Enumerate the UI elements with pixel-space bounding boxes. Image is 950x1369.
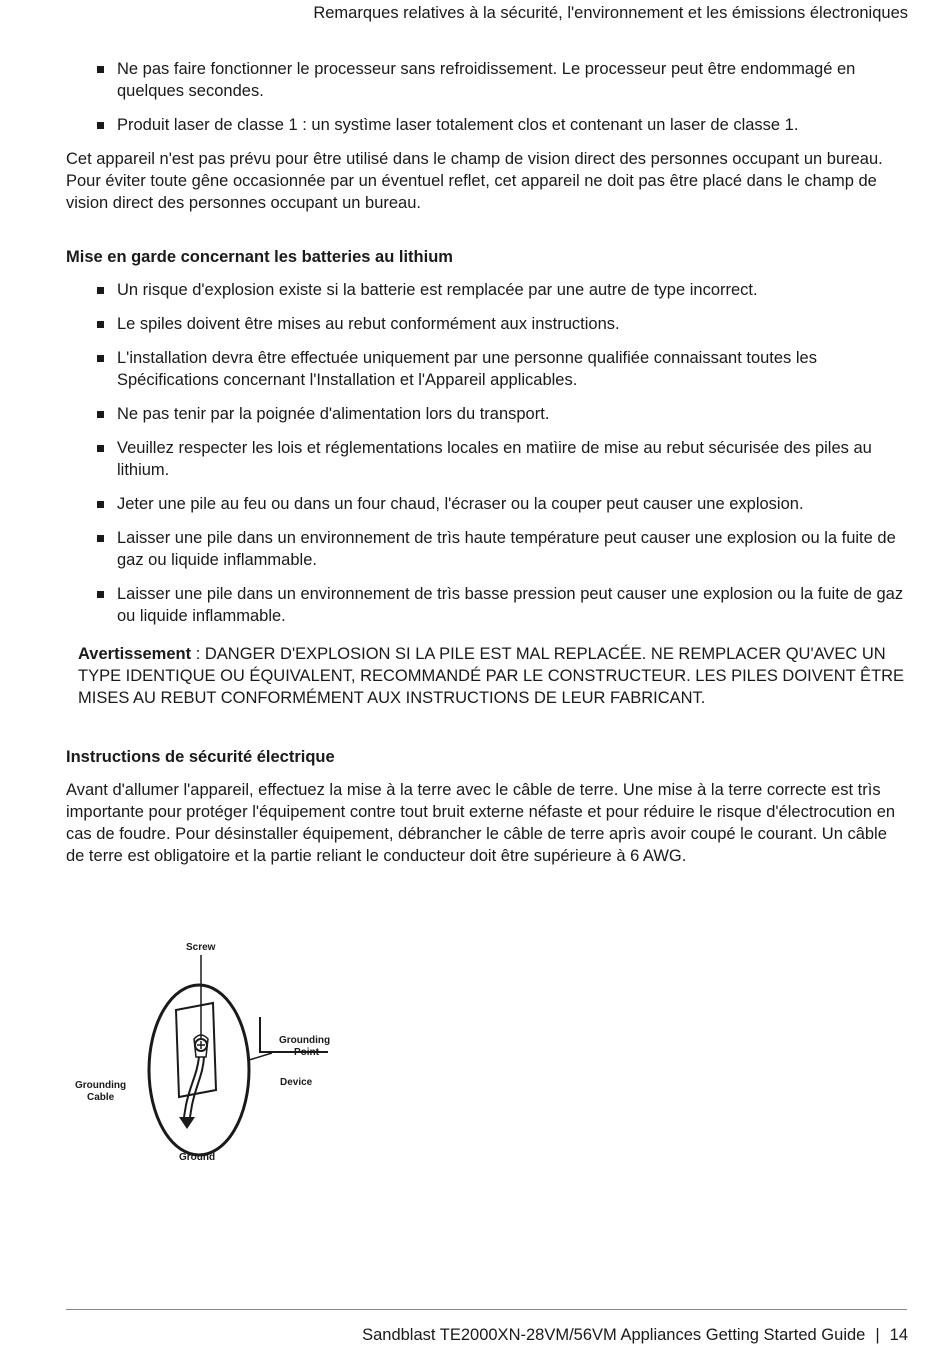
list-item-text: Le spiles doivent être mises au rebut conformément aux instructions. <box>117 315 620 333</box>
page-header: Remarques relatives à la sécurité, l'environnement et les émissions électroniques <box>313 4 908 22</box>
bullet-square-icon <box>97 591 104 598</box>
label-grounding-point: Grounding <box>279 1035 331 1046</box>
list-item <box>97 58 906 102</box>
label-grounding-point-2: Point <box>294 1047 319 1058</box>
battery-bullet-list <box>66 279 906 627</box>
section-heading-electrical: Instructions de sécurité électrique <box>66 748 335 766</box>
bullet-square-icon <box>97 66 104 73</box>
list-item-text: Laisser une pile dans un environnement de trìs basse pression peut causer une explosion ou la fuite de gaz ou liquide inflammable. <box>117 585 904 625</box>
bullet-square-icon <box>97 321 104 328</box>
electrical-paragraph: Avant d'allumer l'appareil, effectuez la mise à la terre avec le câble de terre. Une mise à la terre correcte est trìs importante pour protéger l'équipement contre tout bruit externe néfaste et pour réduire le risque d'électrocution en cas de foudre. Pour désinstaller équipement, débrancher le câble de terre aprìs avoir coupé le courant. Un câble de terre est obligatoire et la partie reliant le conducteur doit être supérieure à 6 AWG. <box>66 781 896 865</box>
bullet-square-icon <box>97 122 104 129</box>
magnifier-ellipse <box>149 985 249 1155</box>
grounding-diagram <box>66 935 346 1170</box>
list-item-text: Un risque d'explosion existe si la batterie est remplacée par une autre de type incorrect. <box>117 281 758 299</box>
label-grounding-cable-2: Cable <box>87 1092 115 1103</box>
page-number: 14 <box>889 1326 908 1344</box>
list-item-text: Ne pas faire fonctionner le processeur sans refroidissement. Le processeur peut être endommagé en quelques secondes. <box>117 60 856 100</box>
list-item <box>97 313 906 335</box>
device-plate <box>176 1003 216 1097</box>
list-item-text: Ne pas tenir par la poignée d'alimentation lors du transport. <box>117 405 550 423</box>
footer-divider <box>66 1309 907 1310</box>
page-footer <box>362 1326 908 1345</box>
bullet-square-icon <box>97 535 104 542</box>
list-item <box>97 527 906 571</box>
warning-text: : DANGER D'EXPLOSION SI LA PILE EST MAL REPLACÉE. NE REMPLACER QU'AVEC UN TYPE IDENTIQUE OU ÉQUIVALENT, RECOMMANDÉ PAR LE CONSTRUCTEUR. LES PILES DOIVENT ÊTRE MISES AU REBUT CONFORMÉMENT AUX INSTRUCTIONS DE LEUR FABRICANT. <box>78 645 905 707</box>
list-item-text: Laisser une pile dans un environnement de trìs haute température peut causer une explosion ou la fuite de gaz ou liquide inflammable. <box>117 529 896 569</box>
list-item-text: L'installation devra être effectuée uniquement par une personne qualifiée connaissant toutes les Spécifications concernant l'Installation et l'Appareil applicables. <box>117 349 817 389</box>
bullet-square-icon <box>97 411 104 418</box>
list-item-text: Jeter une pile au feu ou dans un four chaud, l'écraser ou la couper peut causer une explosion. <box>117 495 804 513</box>
list-item <box>97 403 906 425</box>
label-device: Device <box>280 1077 313 1088</box>
list-item <box>97 114 906 136</box>
ground-arrow-icon <box>179 1117 195 1129</box>
list-item <box>97 279 906 301</box>
list-item <box>97 437 906 481</box>
section-heading-batteries: Mise en garde concernant les batteries au lithium <box>66 248 453 266</box>
label-grounding-cable: Grounding <box>75 1080 127 1091</box>
list-item <box>97 493 906 515</box>
label-ground: Ground <box>179 1152 216 1163</box>
list-item <box>97 347 906 391</box>
list-item-text: Veuillez respecter les lois et réglementations locales en matìire de mise au rebut sécurisée des piles au lithium. <box>117 439 872 479</box>
label-screw: Screw <box>186 942 216 953</box>
grounding-diagram-svg <box>66 935 346 1170</box>
intro-paragraph: Cet appareil n'est pas prévu pour être utilisé dans le champ de vision direct des personnes occupant un bureau. Pour éviter toute gêne occasionnée par un éventuel reflet, cet appareil ne doit pas être placé dans le champ de vision direct des personnes occupant un bureau. <box>66 150 883 212</box>
bullet-square-icon <box>97 287 104 294</box>
bullet-square-icon <box>97 355 104 362</box>
list-item-text: Produit laser de classe 1 : un systìme laser totalement clos et contenant un laser de classe 1. <box>117 116 799 134</box>
page-content <box>66 58 906 867</box>
battery-warning <box>66 643 906 709</box>
list-item <box>97 583 906 627</box>
intro-bullet-list <box>66 58 906 136</box>
footer-guide-title: Sandblast TE2000XN-28VM/56VM Appliances Getting Started Guide <box>362 1326 866 1344</box>
grounding-point-leader <box>249 1053 272 1060</box>
footer-separator: | <box>875 1326 880 1344</box>
bullet-square-icon <box>97 445 104 452</box>
warning-label: Avertissement <box>78 645 192 663</box>
bullet-square-icon <box>97 501 104 508</box>
